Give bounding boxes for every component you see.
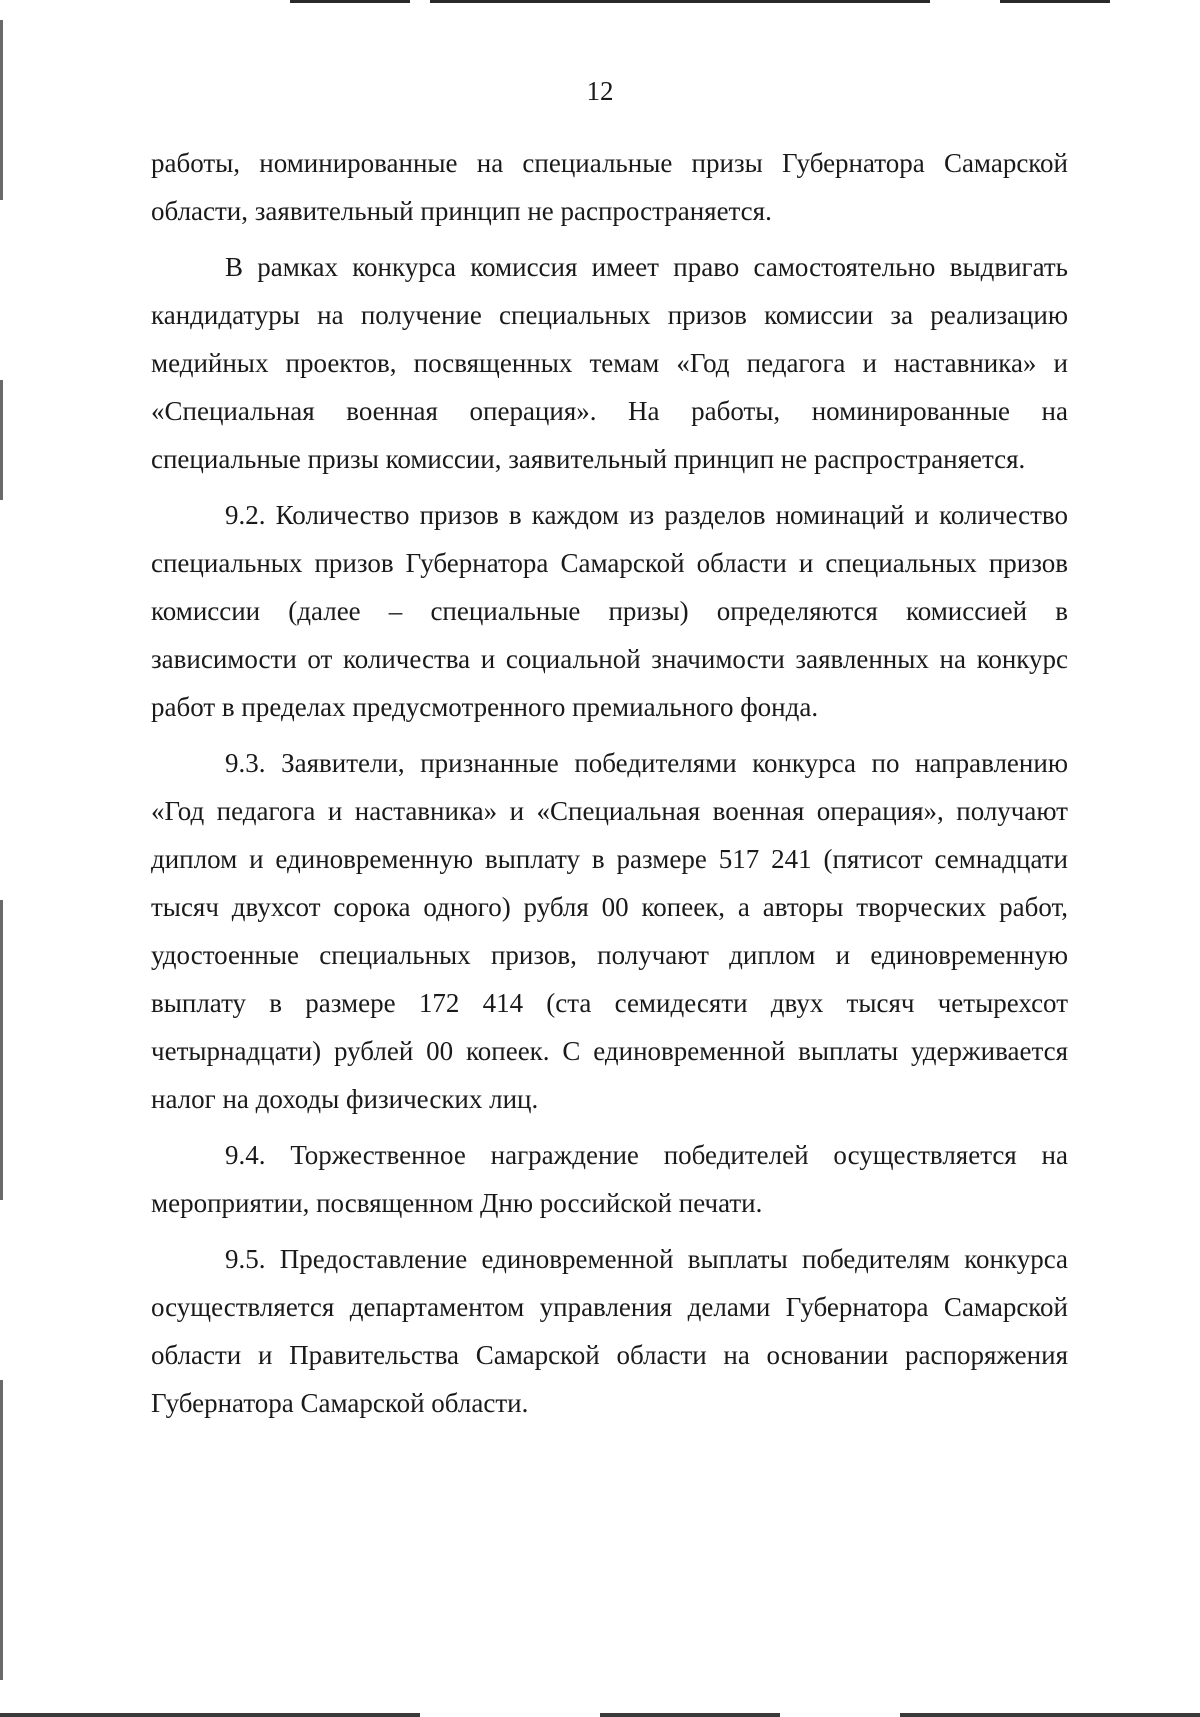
scan-edge-left <box>0 900 3 1200</box>
scan-edge-left <box>0 380 3 500</box>
paragraph-9-4: 9.4. Торжественное награждение победителей осуществляется на мероприятии, посвященном Дню российской печати. <box>151 1140 1068 1218</box>
page-number: 12 <box>586 76 614 106</box>
scan-edge-top <box>430 0 930 3</box>
paragraph-9-3: 9.3. Заявители, признанные победителями конкурса по направлению «Год педагога и наставника» и «Специальная военная операция», получают диплом и единовременную выплату в размере 517 241 (пятисот семнадцати тысяч двухсот сорока одного) рубля 00 копеек, а авторы творческих работ, удостоенные специальных призов, получают диплом и единовременную выплату в размере 172 414 (ста семидесяти двух тысяч четырехсот четырнадцати) рублей 00 копеек. С единовременной выплаты удерживается налог на доходы физических лиц. <box>151 748 1068 1114</box>
paragraph-continuation: работы, номинированные на специальные призы Губернатора Самарской области, заявительный принцип не распространяется. <box>151 148 1068 226</box>
scan-edge-left <box>0 20 3 200</box>
paragraph-commission-rights: В рамках конкурса комиссия имеет право самостоятельно выдвигать кандидатуры на получение специальных призов комиссии за реализацию медийных проектов, посвященных темам «Год педагога и наставника» и «Специальная военная операция». На работы, номинированные на специальные призы комиссии, заявительный принцип не распространяется. <box>151 252 1068 474</box>
scan-edge-top <box>1000 0 1110 3</box>
scan-edge-bottom <box>900 1713 1200 1717</box>
scan-edge-left <box>0 1380 3 1680</box>
scan-edge-bottom <box>0 1713 420 1717</box>
document-body <box>151 139 1068 1435</box>
scan-edge-top <box>290 0 410 3</box>
paragraph-9-5: 9.5. Предоставление единовременной выплаты победителям конкурса осуществляется департаментом управления делами Губернатора Самарской области и Правительства Самарской области на основании распоряжения Губернатора Самарской области. <box>151 1244 1068 1418</box>
paragraph-9-2: 9.2. Количество призов в каждом из разделов номинаций и количество специальных призов Губернатора Самарской области и специальных призов комиссии (далее – специальные призы) определяются комиссией в зависимости от количества и социальной значимости заявленных на конкурс работ в пределах предусмотренного премиального фонда. <box>151 500 1068 722</box>
scan-edge-bottom <box>600 1713 780 1717</box>
